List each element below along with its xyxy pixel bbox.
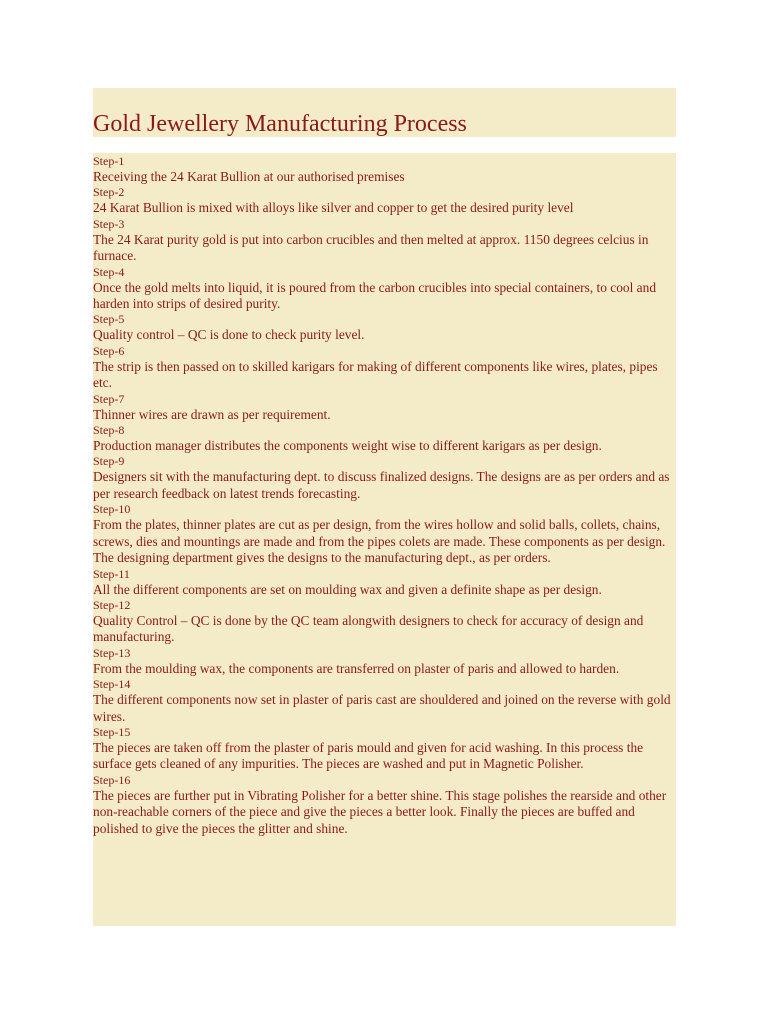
step-label: Step-5: [93, 312, 125, 327]
step-text: 24 Karat Bullion is mixed with alloys like silver and copper to get the desired purity level: [93, 200, 574, 216]
step-label: Step-16: [93, 772, 131, 787]
step-label: Step-1: [93, 154, 125, 168]
step-item: [93, 502, 676, 566]
step-item: [93, 725, 676, 773]
step-item: [93, 423, 676, 454]
step-item: [93, 454, 676, 502]
steps-band: [93, 153, 676, 926]
step-text: From the moulding wax, the components are transferred on plaster of paris and allowed to harden.: [93, 660, 620, 676]
step-item: [93, 154, 676, 185]
step-item: [93, 312, 676, 343]
step-text: All the different components are set on moulding wax and given a definite shape as per design.: [93, 581, 602, 597]
step-text: The different components now set in plaster of paris cast are shouldered and joined on the reverse with gold wires.: [93, 692, 671, 724]
step-item: [93, 392, 676, 423]
step-item: [93, 217, 676, 265]
step-label: Step-3: [93, 216, 125, 231]
step-label: Step-13: [93, 645, 131, 660]
step-label: Step-4: [93, 264, 125, 279]
step-label: Step-6: [93, 343, 125, 358]
step-label: Step-12: [93, 597, 131, 612]
step-text: From the plates, thinner plates are cut as per design, from the wires hollow and solid balls, collets, chains, screws, dies and mountings are made and from the pipes colets are made. These components as per design. The designing department gives the designs to the manufacturing dept., as per orders.: [93, 517, 666, 566]
step-text: The strip is then passed on to skilled karigars for making of different components like wires, plates, pipes etc.: [93, 358, 658, 391]
step-label: Step-11: [93, 566, 130, 581]
step-text: The pieces are taken off from the plaster of paris mould and given for acid washing. In this process the surface gets cleaned of any impurities. The pieces are washed and put in Magnetic Polisher.: [93, 739, 644, 772]
step-item: [93, 567, 676, 598]
step-label: Step-8: [93, 423, 125, 438]
step-text: The pieces are further put in Vibrating Polisher for a better shine. This stage polishes the rearside and other non-reachable corners of the piece and give the pieces a better look. Finally the pieces are buffed and polished to give the pieces the glitter and shine.: [93, 787, 667, 836]
step-label: Step-2: [93, 185, 125, 200]
step-text: The 24 Karat purity gold is put into carbon crucibles and then melted at approx. 1150 degrees celcius in furnace.: [93, 231, 649, 264]
step-item: [93, 185, 676, 216]
title-band: [93, 88, 676, 137]
steps-list: [93, 154, 676, 837]
step-item: [93, 677, 676, 725]
step-item: [93, 646, 676, 677]
step-item: [93, 344, 676, 392]
step-label: Step-9: [93, 454, 125, 469]
step-text: Once the gold melts into liquid, it is poured from the carbon crucibles into special containers, to cool and harden into strips of desired purity.: [93, 279, 657, 312]
step-text: Production manager distributes the components weight wise to different karigars as per design.: [93, 438, 602, 454]
step-label: Step-14: [93, 677, 131, 692]
step-label: Step-15: [93, 724, 131, 739]
step-text: Quality Control – QC is done by the QC team alongwith designers to check for accuracy of design and manufacturing.: [93, 612, 644, 645]
step-item: [93, 265, 676, 313]
step-label: Step-7: [93, 391, 125, 406]
step-label: Step-10: [93, 502, 131, 517]
step-text: Receiving the 24 Karat Bullion at our authorised premises: [93, 169, 405, 184]
step-text: Designers sit with the manufacturing dept. to discuss finalized designs. The designs are as per orders and as per research feedback on latest trends forecasting.: [93, 469, 670, 501]
step-item: [93, 773, 676, 837]
step-text: Thinner wires are drawn as per requirement.: [93, 406, 331, 422]
document-title: Gold Jewellery Manufacturing Process: [93, 111, 467, 137]
step-text: Quality control – QC is done to check purity level.: [93, 327, 365, 343]
step-item: [93, 598, 676, 646]
